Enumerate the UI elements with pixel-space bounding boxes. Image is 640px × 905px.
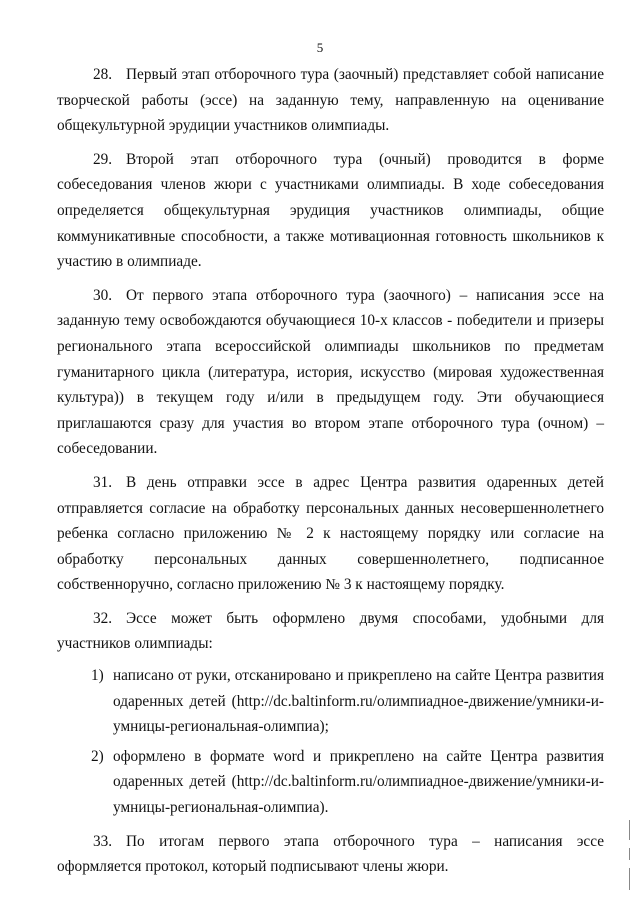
list-marker: 2) — [91, 747, 104, 765]
paragraph-number: 28. — [93, 66, 113, 83]
paragraph-text: От первого этапа отборочного тура (заочного) – написания эссе на заданную тему освобождаются обучающиеся 10-х классов - победители и призеры регионального этапа всероссийской олимпиады школьников по предметам гуманитарного цикла (литература, история, искусство (мировая художественная культура)) в текущем году и/или в предыдущем году. Эти обучающиеся приглашаются сразу для участия во втором этапе отборочного тура (очном) – собеседовании. — [57, 286, 604, 458]
paragraph-number: 30. — [93, 286, 113, 304]
essay-format-list — [57, 663, 604, 821]
paragraph-text: Второй этап отборочного тура (очный) проводится в форме собеседования членов жюри с участниками олимпиады. В ходе собеседования определяется общекультурная эрудиция участников олимпиады, общие коммуникативные способности, а также мотивационная готовность школьников к участию в олимпиаде. — [57, 150, 604, 271]
paragraph-text: Эссе может быть оформлено двумя способами, удобными для участников олимпиады: — [57, 609, 604, 653]
paragraph-29 — [57, 147, 604, 275]
paragraph-number: 33. — [93, 832, 113, 850]
document-body — [57, 62, 604, 880]
paragraph-31 — [57, 470, 604, 598]
paragraph-text: Первый этап отборочного тура (заочный) представляет собой написание творческой работы (эссе) на заданную тему, направленную на оценивание общекультурной эрудиции участников олимпиады. — [57, 66, 604, 135]
paragraph-number: 32. — [93, 609, 113, 627]
list-item — [57, 663, 604, 740]
paragraph-28 — [57, 62, 604, 139]
scan-edge-mark — [629, 868, 630, 890]
page-number: 5 — [316, 40, 324, 55]
scan-edge-mark — [629, 848, 630, 860]
paragraph-30 — [57, 283, 604, 462]
list-item — [57, 744, 604, 821]
paragraph-text: В день отправки эссе в адрес Центра развития одаренных детей отправляется согласие на обработку персональных данных несовершеннолетнего ребенка согласно приложению № 2 к настоящему порядку или согласие на обработку персональных данных совершеннолетнего, подписанное собственноручно, согласно приложению № 3 к настоящему порядку. — [57, 473, 604, 594]
paragraph-33 — [57, 829, 604, 880]
scan-edge-mark — [629, 820, 630, 840]
list-item-text: написано от руки, отсканировано и прикреплено на сайте Центра развития одаренных детей (http://dc.baltinform.ru/олимпиадное-движение/умники-и-умницы-региональная-олимпиа); — [113, 667, 604, 736]
paragraph-32 — [57, 606, 604, 657]
paragraph-number: 29. — [93, 150, 113, 168]
paragraph-text: По итогам первого этапа отборочного тура – написания эссе оформляется протокол, который подписывают члены жюри. — [57, 832, 604, 876]
list-item-text: оформлено в формате word и прикреплено на сайте Центра развития одаренных детей (http://dc.baltinform.ru/олимпиадное-движение/умники-и-умницы-региональная-олимпиа). — [113, 747, 604, 817]
list-marker: 1) — [91, 667, 104, 685]
paragraph-number: 31. — [93, 473, 113, 491]
